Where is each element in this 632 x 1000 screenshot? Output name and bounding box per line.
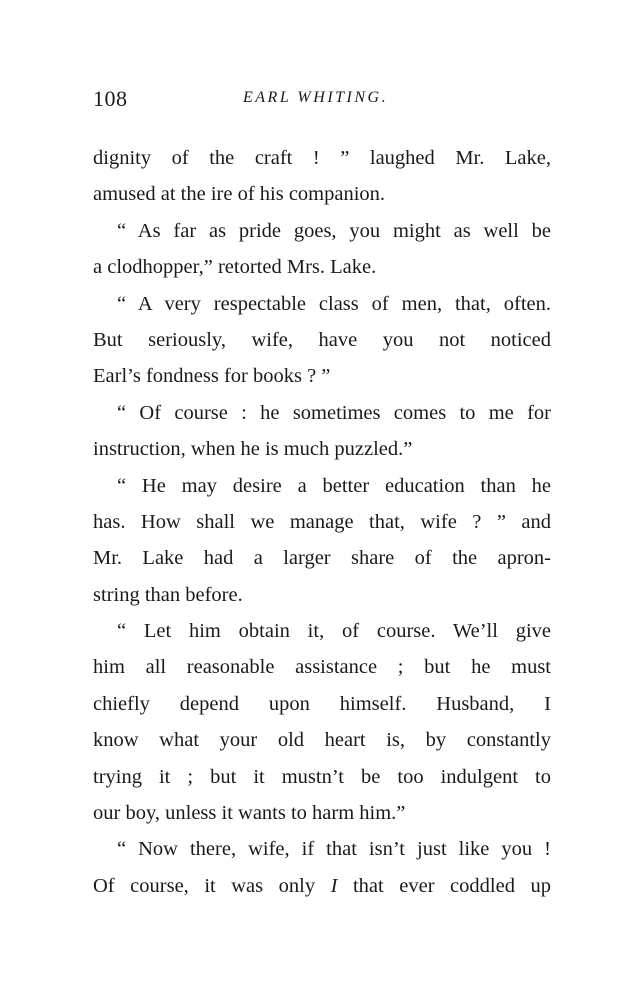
text-line: “ He may desire a better education than he (117, 474, 551, 497)
text-line: dignity of the craft ! ” laughed Mr. Lake, (93, 147, 551, 169)
running-head: EARL WHITING. (243, 89, 389, 106)
text-line: “ As far as pride goes, you might as well be (117, 219, 551, 242)
text-line: “ A very respectable class of men, that, often. (117, 292, 551, 315)
emphasized-word: I (330, 874, 338, 897)
text-line: instruction, when he is much puzzled.” (93, 438, 413, 461)
text-line: our boy, unless it wants to harm him.” (93, 802, 406, 825)
text-line: Of course, it was only I that ever coddled up (93, 874, 551, 897)
text-line: a clodhopper,” retorted Mrs. Lake. (93, 256, 377, 279)
text-line: “ Of course : he sometimes comes to me for (117, 401, 551, 424)
text-line: Earl’s fondness for books ? ” (93, 365, 331, 388)
text-line: amused at the ire of his companion. (93, 183, 386, 206)
text-line: string than before. (93, 583, 243, 606)
text-line: Mr. Lake had a larger share of the apron- (93, 547, 551, 570)
text-line: him all reasonable assistance ; but he must (93, 656, 551, 679)
text-line: But seriously, wife, have you not noticed (93, 328, 551, 351)
text-line: has. How shall we manage that, wife ? ” and (93, 510, 551, 533)
text-line: “ Now there, wife, if that isn’t just like you ! (117, 838, 551, 861)
page-header (93, 86, 551, 116)
body-text (93, 140, 551, 904)
page-number: 108 (93, 86, 128, 111)
text-line: know what your old heart is, by constantly (93, 729, 551, 752)
text-line: chiefly depend upon himself. Husband, I (93, 692, 551, 715)
text-line: trying it ; but it mustn’t be too indulgent to (93, 765, 551, 788)
text-line: “ Let him obtain it, of course. We’ll give (117, 620, 551, 643)
